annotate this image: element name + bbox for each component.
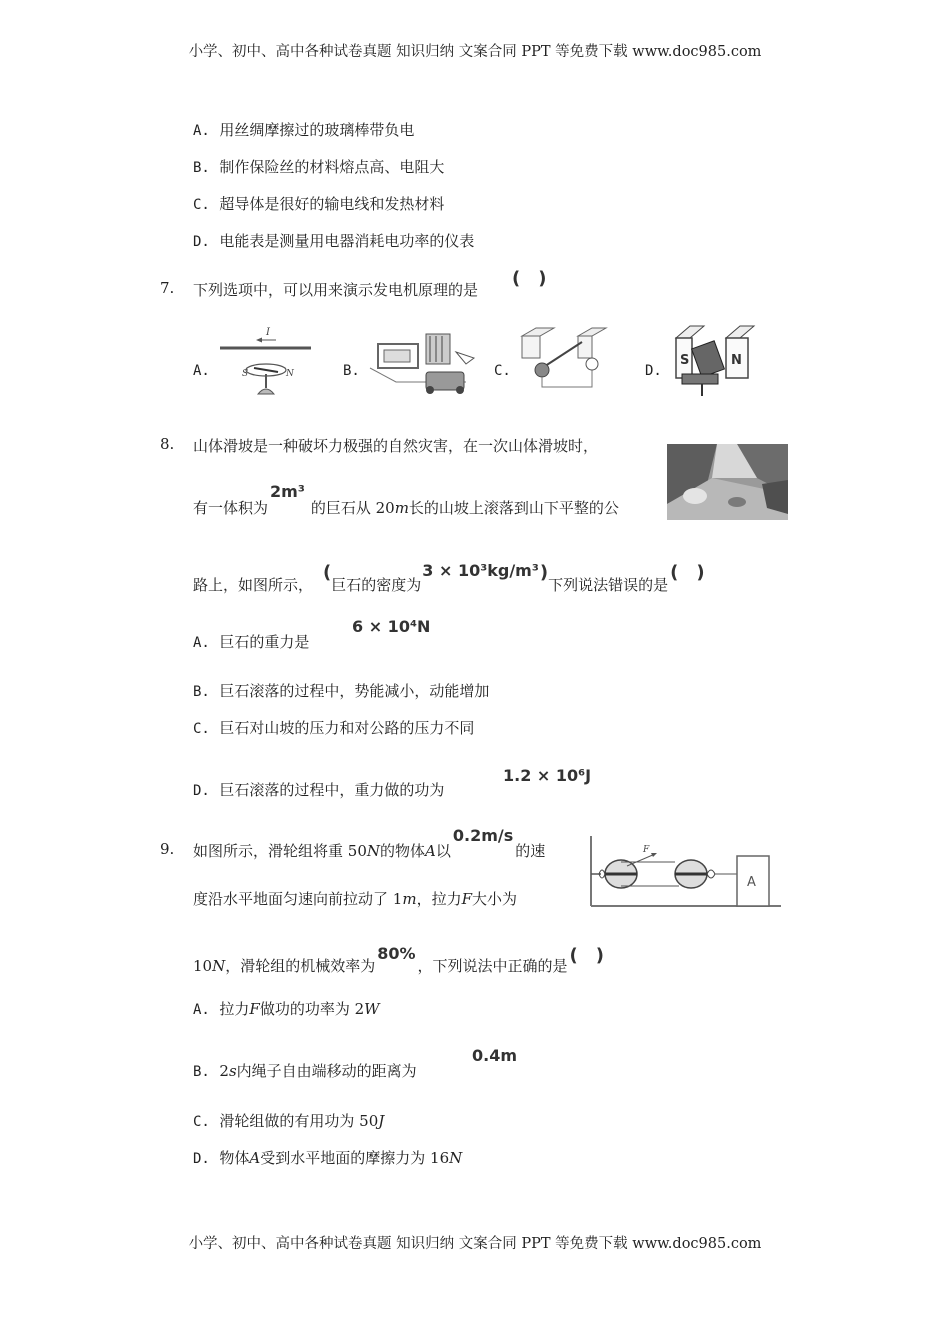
compass-s-label: S — [242, 369, 249, 379]
q7-label-b: B. — [343, 363, 360, 379]
q7-figure-a — [218, 322, 313, 400]
q8-stem-line3: 路上，如图所示，(巨石的密度为3 × 10³kg/m³)下列说法错误的是( ) — [193, 561, 705, 594]
q7-label-a: A. — [193, 363, 210, 379]
speed-formula: 0.2m/s — [452, 826, 514, 845]
q9-option-c: C. 滑轮组做的有用功为 50J — [193, 1112, 385, 1130]
q7-number: 7. — [160, 279, 175, 297]
q8-stem-line2: 有一体积为2m³的巨石从 20m长的山坡上滚落到山下平整的公 — [193, 482, 619, 517]
q8-option-a: A. 巨石的重力是 — [193, 633, 310, 651]
density-formula: 3 × 10³kg/m³ — [422, 561, 539, 580]
q7-answer-paren: ( ) — [512, 268, 547, 289]
q9-option-d: D. 物体A受到水平地面的摩擦力为 16N — [193, 1149, 463, 1167]
q9-option-b: B. 2s内绳子自由端移动的距离为 — [193, 1062, 417, 1080]
q7-figure-b — [366, 322, 481, 400]
q8-stem-line1: 山体滑坡是一种破坏力极强的自然灾害，在一次山体滑坡时， — [193, 437, 599, 455]
q6-option-a: A. 用丝绸摩擦过的玻璃棒带负电 — [193, 121, 415, 139]
q7-figure-d — [672, 318, 764, 400]
q6-option-c: C. 超导体是很好的输电线和发热材料 — [193, 195, 445, 213]
page-footer: 小学、初中、高中各种试卷真题 知识归纳 文案合同 PPT 等免费下载 www.doc985.com — [188, 1236, 762, 1252]
page-header: 小学、初中、高中各种试卷真题 知识归纳 文案合同 PPT 等免费下载 www.doc985.com — [188, 44, 762, 60]
work-formula: 1.2 × 10⁶J — [503, 766, 592, 785]
q8-number: 8. — [160, 435, 175, 453]
force-label: F — [643, 845, 650, 855]
weight-formula: 6 × 10⁴N — [352, 617, 431, 636]
q8-answer-paren: ( ) — [670, 562, 705, 583]
q6-option-b: B. 制作保险丝的材料熔点高、电阻大 — [193, 158, 445, 176]
q9-stem-line1: 如图所示，滑轮组将重 50N的物体A以0.2m/s的速 — [193, 826, 546, 860]
q8-option-c: C. 巨石对山坡的压力和对公路的压力不同 — [193, 719, 475, 737]
q7-label-d: D. — [645, 363, 662, 379]
q7-stem: 下列选项中，可以用来演示发电机原理的是 — [193, 281, 479, 299]
efficiency-value: 80% — [377, 944, 416, 963]
magnet-n-label: N — [731, 353, 742, 368]
q7-label-c: C. — [494, 363, 511, 379]
q8-option-d: D. 巨石滚落的过程中，重力做的功为 — [193, 781, 445, 799]
q9-answer-paren: ( ) — [569, 945, 604, 966]
q9-stem-line2: 度沿水平地面匀速向前拉动了 1m，拉力F大小为 — [193, 890, 518, 908]
volume-formula: 2m³ — [270, 482, 305, 501]
q8-option-b: B. 巨石滚落的过程中，势能减小，动能增加 — [193, 682, 490, 700]
compass-n-label: N — [286, 369, 294, 379]
q9-option-a: A. 拉力F做功的功率为 2W — [193, 1000, 380, 1018]
q6-option-d: D. 电能表是测量用电器消耗电功率的仪表 — [193, 232, 475, 250]
distance-formula: 0.4m — [472, 1046, 518, 1065]
q9-number: 9. — [160, 840, 175, 858]
q9-stem-line3: 10N，滑轮组的机械效率为80%，下列说法中正确的是 ( ) — [193, 944, 604, 975]
current-label: I — [266, 327, 270, 338]
block-a-label: A — [747, 875, 756, 890]
q7-figure-c — [518, 322, 613, 400]
pulley-figure — [585, 836, 783, 910]
landslide-photo — [667, 444, 788, 520]
magnet-s-label: S — [680, 353, 690, 368]
